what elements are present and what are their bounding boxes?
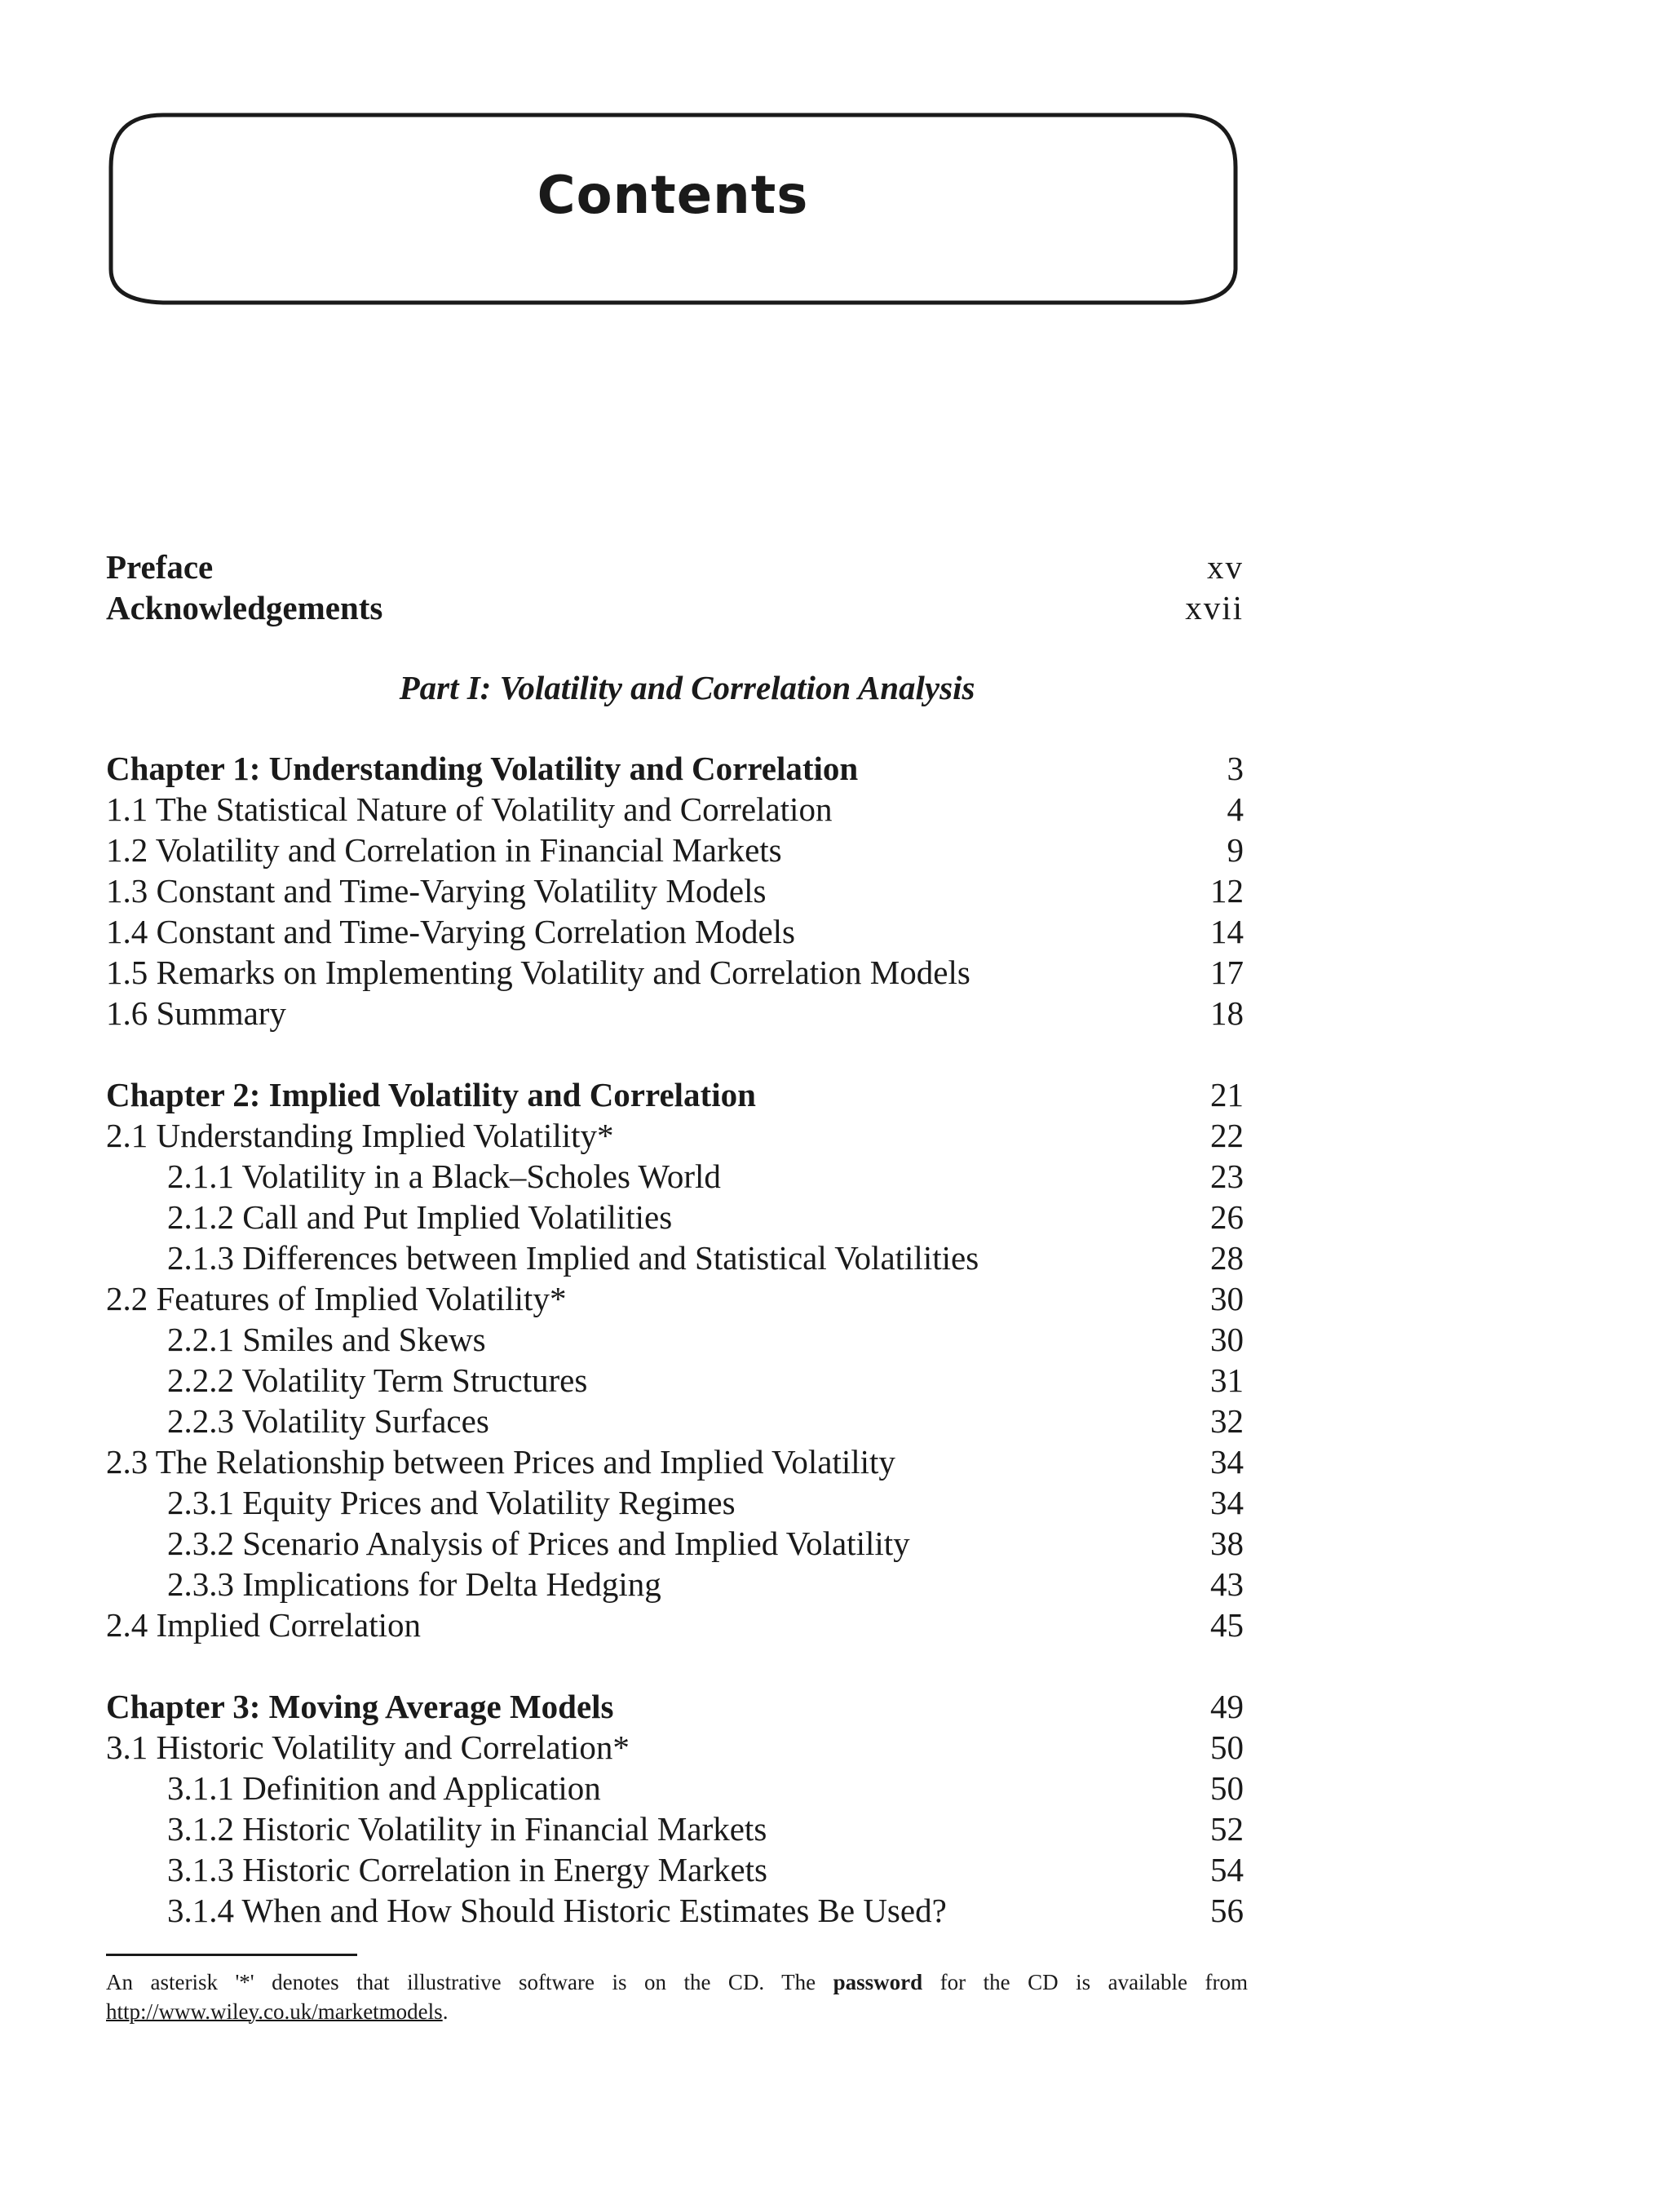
toc-entry-label: 1.1 The Statistical Nature of Volatility and Correlation <box>106 790 833 828</box>
toc-entry-label: 2.2.3 Volatility Surfaces <box>167 1402 489 1440</box>
toc-entry-label: 2.1.1 Volatility in a Black–Scholes World <box>167 1157 721 1195</box>
toc-section-3-1[interactable] <box>106 1727 1244 1768</box>
toc-entry-page: 43 <box>1210 1565 1244 1603</box>
toc-subsection-3-1-3[interactable] <box>106 1849 1244 1890</box>
footnote-text-after: for the CD is available from <box>939 1970 1248 1994</box>
toc-entry-page: 26 <box>1210 1198 1244 1236</box>
toc-entry-label: 1.3 Constant and Time-Varying Volatility Models <box>106 872 767 910</box>
contents-title-box <box>106 110 1240 306</box>
chapter-title: Chapter 3: Moving Average Models <box>106 1688 614 1725</box>
chapter-page: 49 <box>1210 1688 1244 1725</box>
toc-subsection-2-1-3[interactable] <box>106 1237 1244 1278</box>
toc-entry-page: 50 <box>1210 1769 1244 1807</box>
toc-subsection-2-1-1[interactable] <box>106 1156 1244 1197</box>
toc-entry-page: 14 <box>1210 913 1244 950</box>
toc-subsection-3-1-2[interactable] <box>106 1808 1244 1849</box>
toc-subsection-2-3-1[interactable] <box>106 1482 1244 1523</box>
toc-entry-page: 22 <box>1210 1117 1244 1154</box>
toc-section-1-1[interactable] <box>106 789 1244 830</box>
toc-entry-page: 34 <box>1210 1484 1244 1521</box>
toc-entry-label: 2.3.1 Equity Prices and Volatility Regimes <box>167 1484 736 1521</box>
spacer <box>106 1645 1244 1686</box>
toc-entry-label: Acknowledgements <box>106 589 383 626</box>
toc-section-2-1[interactable] <box>106 1115 1244 1156</box>
chapter-page: 3 <box>1227 750 1244 787</box>
toc-entry-label: 3.1.3 Historic Correlation in Energy Markets <box>167 1851 767 1888</box>
chapter-page: 21 <box>1210 1076 1244 1113</box>
toc-subsection-2-2-2[interactable] <box>106 1360 1244 1401</box>
toc-entry-page: 50 <box>1210 1728 1244 1766</box>
toc-entry-label: 2.4 Implied Correlation <box>106 1606 421 1644</box>
toc-subsection-2-3-2[interactable] <box>106 1523 1244 1564</box>
toc-entry-page: 56 <box>1210 1892 1244 1929</box>
chapter-title: Chapter 1: Understanding Volatility and Correlation <box>106 750 859 787</box>
toc-entry-label: 2.2.2 Volatility Term Structures <box>167 1361 588 1399</box>
toc-entry-label: 3.1.1 Definition and Application <box>167 1769 601 1807</box>
toc-section-1-3[interactable] <box>106 870 1244 911</box>
toc-entry-preface[interactable] <box>106 547 1244 587</box>
toc-subsection-3-1-1[interactable] <box>106 1768 1244 1808</box>
toc-entry-page: xvii <box>1185 589 1244 626</box>
toc-section-1-4[interactable] <box>106 911 1244 952</box>
toc-entry-label: 1.5 Remarks on Implementing Volatility and Correlation Models <box>106 954 970 991</box>
toc-chapter-1[interactable] <box>106 748 1244 789</box>
toc-entry-label: 3.1 Historic Volatility and Correlation* <box>106 1728 630 1766</box>
toc-entry-label: 1.6 Summary <box>106 994 286 1032</box>
table-of-contents <box>106 547 1244 1931</box>
toc-entry-page: 52 <box>1210 1810 1244 1848</box>
toc-entry-label: 2.3 The Relationship between Prices and Implied Volatility <box>106 1443 895 1481</box>
toc-entry-label: 3.1.4 When and How Should Historic Estimates Be Used? <box>167 1892 947 1929</box>
toc-entry-acknowledgements[interactable] <box>106 587 1244 628</box>
toc-subsection-2-1-2[interactable] <box>106 1197 1244 1237</box>
toc-entry-page: 18 <box>1210 994 1244 1032</box>
toc-entry-page: 38 <box>1210 1525 1244 1562</box>
toc-entry-label: 1.2 Volatility and Correlation in Financial Markets <box>106 831 782 869</box>
toc-entry-page: 30 <box>1210 1280 1244 1317</box>
toc-section-1-5[interactable] <box>106 952 1244 993</box>
toc-subsection-2-3-3[interactable] <box>106 1564 1244 1605</box>
toc-entry-label: 2.3.2 Scenario Analysis of Prices and Implied Volatility <box>167 1525 910 1562</box>
toc-entry-label: 2.1.2 Call and Put Implied Volatilities <box>167 1198 673 1236</box>
toc-entry-label: 3.1.2 Historic Volatility in Financial Markets <box>167 1810 767 1848</box>
toc-entry-page: 28 <box>1210 1239 1244 1277</box>
toc-entry-label: 2.2 Features of Implied Volatility* <box>106 1280 567 1317</box>
toc-entry-page: 31 <box>1210 1361 1244 1399</box>
footnote <box>106 1967 1248 2026</box>
toc-entry-label: 2.1.3 Differences between Implied and Statistical Volatilities <box>167 1239 979 1277</box>
toc-subsection-2-2-3[interactable] <box>106 1401 1244 1441</box>
toc-entry-page: 34 <box>1210 1443 1244 1481</box>
footnote-text-before: An asterisk '*' denotes that illustrative software is on the CD. The <box>106 1970 816 1994</box>
chapter-title: Chapter 2: Implied Volatility and Correlation <box>106 1076 756 1113</box>
toc-entry-page: 23 <box>1210 1157 1244 1195</box>
toc-entry-label: 2.3.3 Implications for Delta Hedging <box>167 1565 661 1603</box>
spacer <box>106 1034 1244 1074</box>
toc-entry-page: 9 <box>1227 831 1244 869</box>
toc-entry-page: 30 <box>1210 1321 1244 1358</box>
footnote-url-link[interactable]: http://www.wiley.co.uk/marketmodels <box>106 1999 443 2024</box>
toc-entry-label: Preface <box>106 548 214 586</box>
toc-entry-page: 32 <box>1210 1402 1244 1440</box>
toc-subsection-2-2-1[interactable] <box>106 1319 1244 1360</box>
toc-section-2-4[interactable] <box>106 1605 1244 1645</box>
toc-entry-label: 2.2.1 Smiles and Skews <box>167 1321 486 1358</box>
toc-entry-page: xv <box>1207 548 1244 586</box>
footnote-rule <box>106 1954 357 1956</box>
footnote-password-word: password <box>833 1970 923 1994</box>
toc-subsection-3-1-4[interactable] <box>106 1890 1244 1931</box>
toc-chapter-2[interactable] <box>106 1074 1244 1115</box>
toc-entry-label: 2.1 Understanding Implied Volatility* <box>106 1117 614 1154</box>
toc-entry-page: 17 <box>1210 954 1244 991</box>
toc-entry-page: 12 <box>1210 872 1244 910</box>
toc-section-1-6[interactable] <box>106 993 1244 1034</box>
toc-entry-page: 4 <box>1227 790 1244 828</box>
footnote-end: . <box>442 1999 449 2024</box>
page-title: Contents <box>537 166 809 226</box>
part-title: Part I: Volatility and Correlation Analysis <box>399 669 975 706</box>
toc-chapter-3[interactable] <box>106 1686 1244 1727</box>
toc-section-2-2[interactable] <box>106 1278 1244 1319</box>
toc-entry-page: 54 <box>1210 1851 1244 1888</box>
toc-section-1-2[interactable] <box>106 830 1244 870</box>
toc-entry-page: 45 <box>1210 1606 1244 1644</box>
toc-section-2-3[interactable] <box>106 1441 1244 1482</box>
toc-entry-label: 1.4 Constant and Time-Varying Correlation Models <box>106 913 796 950</box>
